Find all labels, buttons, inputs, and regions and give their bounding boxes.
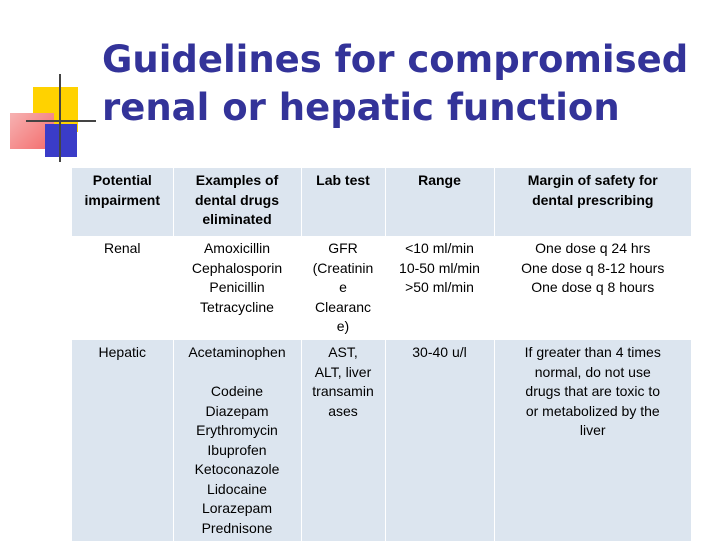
renal-range: <10 ml/min 10-50 ml/min >50 ml/min xyxy=(385,236,494,340)
horizontal-line xyxy=(26,120,96,122)
header-lab-test: Lab test xyxy=(301,168,385,236)
hepatic-drugs: Acetaminophen Codeine Diazepam Erythromycin Ibuprofen Ketoconazole Lidocaine Lorazepam Prednisone xyxy=(173,340,301,541)
hepatic-impairment: Hepatic xyxy=(72,340,173,541)
header-examples: Examples of dental drugs eliminated xyxy=(173,168,301,236)
header-range: Range xyxy=(385,168,494,236)
renal-drugs: Amoxicillin Cephalosporin Penicillin Tetracycline xyxy=(173,236,301,340)
table-header-row xyxy=(72,168,691,236)
title-line-2: renal or hepatic function xyxy=(102,86,620,129)
vertical-line xyxy=(59,74,61,162)
renal-impairment: Renal xyxy=(72,236,173,340)
hepatic-lab-test: AST, ALT, liver transamin ases xyxy=(301,340,385,541)
header-margin-of-safety: Margin of safety for dental prescribing xyxy=(494,168,691,236)
table-row-hepatic xyxy=(72,340,691,541)
renal-lab-test: GFR (Creatinin e Clearanc e) xyxy=(301,236,385,340)
hepatic-range: 30-40 u/l xyxy=(385,340,494,541)
header-potential-impairment: Potential impairment xyxy=(72,168,173,236)
hepatic-margin: If greater than 4 times normal, do not use drugs that are toxic to or metabolized by the liver xyxy=(494,340,691,541)
renal-margin: One dose q 24 hrs One dose q 8-12 hours One dose q 8 hours xyxy=(494,236,691,340)
title-line-1: Guidelines for compromised xyxy=(102,38,689,81)
table-row-renal xyxy=(72,236,691,340)
blue-square xyxy=(45,124,77,157)
guidelines-table xyxy=(72,168,691,541)
slide-title xyxy=(102,36,712,132)
